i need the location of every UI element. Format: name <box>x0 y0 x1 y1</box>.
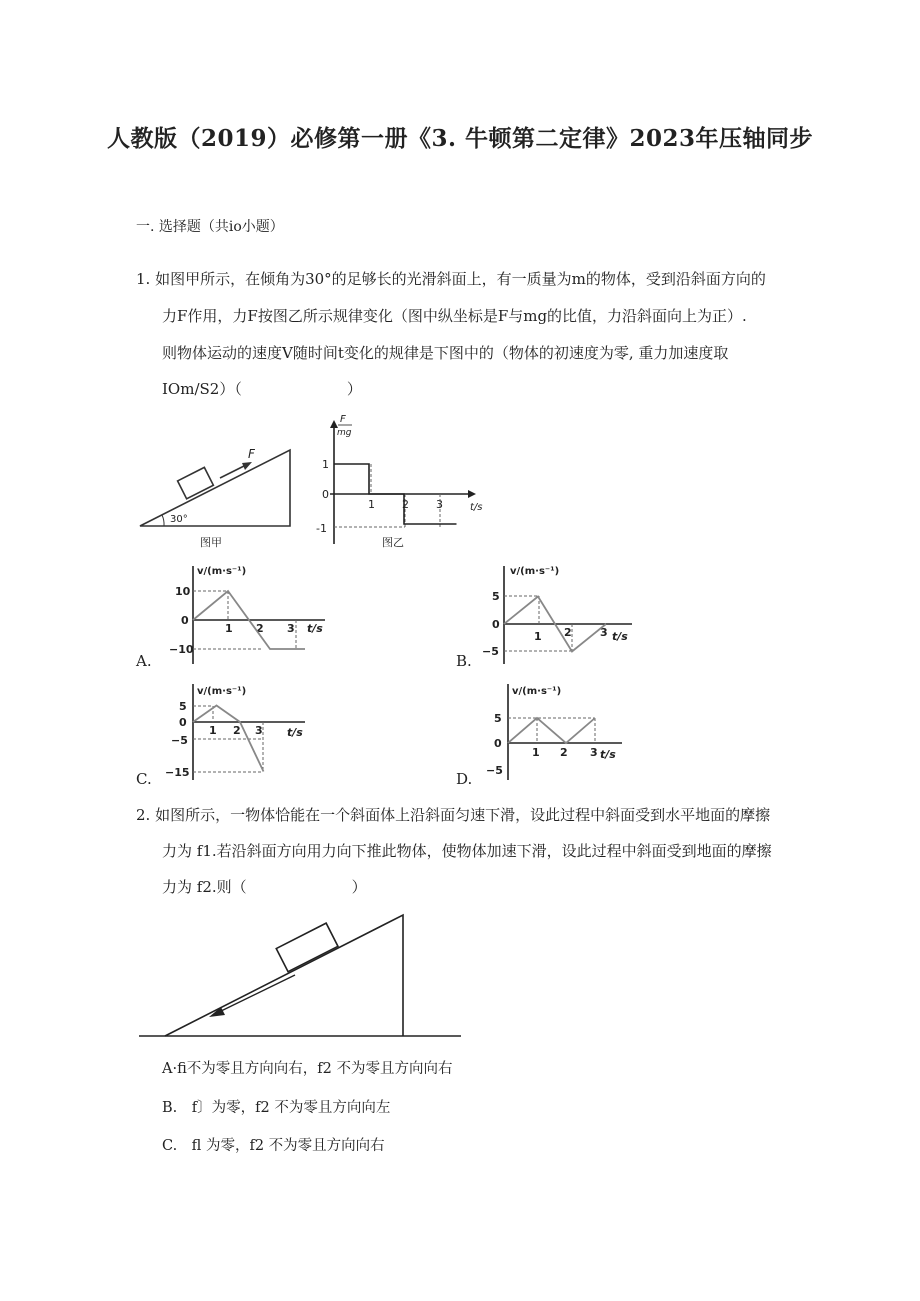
q2-line-2: 力为 f1.若沿斜面方向用力向下推此物体，使物体加速下滑，设此过程中斜面受到地面的摩擦 <box>162 842 772 860</box>
section-heading: 一. 选择题（共io小题） <box>136 219 284 235</box>
x-axis-label: t/s <box>307 622 323 635</box>
q1-line-2: 力F作用，力F按图乙所示规律变化（图中纵坐标是F与mg的比值，力沿斜面向上为正）. <box>162 307 747 325</box>
y-axis-label: v/(m·s⁻¹) <box>512 686 562 697</box>
y-label-num: F <box>340 414 346 425</box>
y-tick-0: 0 <box>492 618 500 631</box>
x-axis-arrow <box>468 490 476 498</box>
option-d-chart[interactable] <box>482 680 652 784</box>
y-axis-label: v/(m·s⁻¹) <box>197 566 247 577</box>
q2-option-c[interactable]: C. fl 为零，f2 不为零且方向向右 <box>162 1138 385 1154</box>
y-axis-arrow <box>330 420 338 428</box>
x-tick-2: 2 <box>402 498 409 511</box>
x-tick-1: 1 <box>209 724 217 737</box>
y-tick-neg10: −10 <box>169 643 194 656</box>
force-label: F <box>248 447 255 461</box>
x-tick-2: 2 <box>233 724 241 737</box>
incline-outline <box>165 915 403 1036</box>
x-axis-label: t/s <box>612 630 628 643</box>
option-c-chart[interactable] <box>165 680 335 784</box>
q2-option-a[interactable]: A·fi不为零且方向向右，f2 不为零且方向向右 <box>162 1061 453 1077</box>
q2-option-b[interactable]: B. f〕为零，f2 不为零且方向向左 <box>162 1100 391 1116</box>
x-tick-3: 3 <box>600 626 608 639</box>
x-axis-label: t/s <box>600 748 616 761</box>
angle-label: 30° <box>170 514 188 525</box>
y-tick-1: 1 <box>322 458 329 471</box>
x-tick-1: 1 <box>532 746 540 759</box>
page-title: 人教版（2019）必修第一册《3. 牛顿第二定律》2023年压轴同步 <box>106 125 814 152</box>
fig-yi-caption: 图乙 <box>382 536 404 549</box>
option-d-label[interactable]: D. <box>456 770 473 788</box>
x-tick-2: 2 <box>564 626 572 639</box>
motion-arrow <box>217 975 295 1013</box>
y-tick-5: 5 <box>179 700 187 713</box>
x-tick-1: 1 <box>534 630 542 643</box>
y-tick-neg5: −5 <box>482 645 499 658</box>
x-tick-3: 3 <box>255 724 263 737</box>
x-axis-label: t/s <box>470 502 483 513</box>
y-axis-label: v/(m·s⁻¹) <box>510 566 560 577</box>
option-c-label[interactable]: C. <box>136 770 152 788</box>
q2-line-1: 2. 如图所示，一物体恰能在一个斜面体上沿斜面匀速下滑，设此过程中斜面受到水平地面的摩擦 <box>136 806 771 824</box>
y-tick-5: 5 <box>494 712 502 725</box>
option-a-chart[interactable] <box>165 560 335 670</box>
y-axis-label: v/(m·s⁻¹) <box>197 686 247 697</box>
y-tick-10: 10 <box>175 585 191 598</box>
x-tick-2: 2 <box>256 622 264 635</box>
y-tick-0: 0 <box>181 614 189 627</box>
option-a-label[interactable]: A. <box>136 652 152 670</box>
y-tick-neg15: −15 <box>165 766 190 779</box>
velocity-series-line <box>508 718 595 743</box>
option-b-chart[interactable] <box>482 560 652 670</box>
y-tick-neg1: -1 <box>316 522 327 535</box>
x-axis-label: t/s <box>287 726 303 739</box>
force-arrow-head <box>242 462 252 470</box>
x-tick-3: 3 <box>590 746 598 759</box>
angle-arc <box>162 515 164 526</box>
fig-jia-caption: 图甲 <box>200 536 222 549</box>
y-label-den: mg <box>337 428 352 438</box>
y-tick-0: 0 <box>494 737 502 750</box>
x-tick-1: 1 <box>225 622 233 635</box>
figure-q2-incline <box>135 905 465 1040</box>
y-tick-neg5: −5 <box>486 764 503 777</box>
x-tick-3: 3 <box>436 498 443 511</box>
y-tick-0: 0 <box>179 716 187 729</box>
y-tick-5: 5 <box>492 590 500 603</box>
block <box>178 467 214 498</box>
q1-line-3: 则物体运动的速度V随时间t变化的规律是下图中的（物体的初速度为零, 重力加速度取 <box>162 344 729 362</box>
y-tick-neg5: −5 <box>171 734 188 747</box>
option-b-label[interactable]: B. <box>456 652 472 670</box>
x-tick-2: 2 <box>560 746 568 759</box>
figure-jia-incline <box>130 440 300 550</box>
q1-line-4: IOm/S2）（ ） <box>162 380 362 398</box>
incline-triangle <box>140 450 290 526</box>
x-tick-3: 3 <box>287 622 295 635</box>
x-tick-1: 1 <box>368 498 375 511</box>
figure-yi-chart <box>310 412 490 552</box>
q2-line-3: 力为 f2.则（ ） <box>162 878 367 896</box>
y-tick-0: 0 <box>322 488 329 501</box>
q1-line-1: 1. 如图甲所示，在倾角为30°的足够长的光滑斜面上，有一质量为m的物体，受到沿斜面方向的 <box>136 270 766 288</box>
